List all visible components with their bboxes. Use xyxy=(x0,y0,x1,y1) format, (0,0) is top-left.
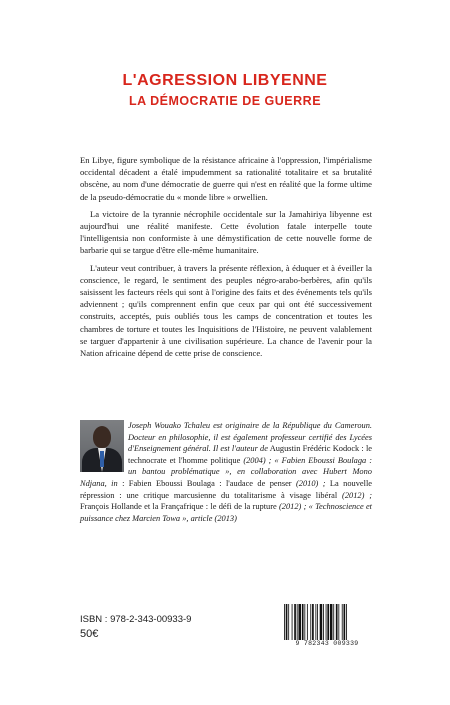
book-title: L'AGRESSION LIBYENNE xyxy=(122,72,328,89)
summary-paragraph: En Libye, figure symbolique de la résistance africaine à l'oppression, l'impérialisme occidental décadent a étalé impudemment sa rationalité totalitaire et sa brutalité obscène, au nom d'une démocratie de guerre qui n'est en réalité que la forme ultime de la pseudo-démocratie du « monde libre » orwellien. xyxy=(80,155,372,202)
bio-intro: Joseph Wouako Tchaleu est originaire de la République du Cameroun. Docteur en philosophie, il est également professeur certifié des Lycées d'Enseignement général. Il est l'auteur de xyxy=(128,421,372,454)
barcode-bar xyxy=(320,604,323,640)
bio-work-note: (2004) ; « Fabien Eboussi Boulaga : un bantou problématique », en collaboration avec Hubert Mono Ndjana, in xyxy=(80,455,372,488)
barcode-bar xyxy=(342,604,343,640)
bio-work: François Hollande et la Françafrique : le défi de la rupture xyxy=(80,502,279,512)
barcode-bar xyxy=(298,604,301,640)
bio-work-note: (2010) ; xyxy=(296,478,326,488)
barcode-bar xyxy=(333,604,334,640)
barcode-bar xyxy=(294,604,296,640)
barcode-bar xyxy=(302,604,304,640)
barcode-bar xyxy=(336,604,338,640)
barcode-bar xyxy=(307,604,308,640)
bio-work: La nouvelle répression : une critique marcusienne du totalitarisme à visage libéral xyxy=(80,478,373,500)
bio-work-note: (2012) ; xyxy=(342,490,373,500)
barcode-bar xyxy=(288,604,289,640)
barcode-bar xyxy=(292,604,293,640)
barcode-bar xyxy=(284,604,285,640)
bio-work: : Fabien Eboussi Boulaga : l'audace de penser xyxy=(117,478,296,488)
summary-paragraph: L'auteur veut contribuer, à travers la présente réflexion, à éduquer et à éveiller la conscience, le regard, le sentiment des peuples négro-arabo-berbères, afin qu'ils saisissent les facteurs réels qui sont à l'origine des faits et des événements tels qu'ils adviennent ; qu'ils comprennent enfin que ceux par qui ont été successivement construits, acceptés, puis oubliés tous les camps de concentration et toutes les chambres de torture et toutes les Inquisitions de l'Histoire, ne peuvent valablement se targuer d'appartenir à une civilisation supérieure. La chance de l'avenir pour la Nation africaine dépend de cette prise de conscience. xyxy=(80,262,372,359)
barcode-bar xyxy=(304,604,305,640)
barcode-bar xyxy=(344,604,346,640)
barcode-bar xyxy=(317,604,318,640)
barcode-bar xyxy=(286,604,288,640)
barcode-bar xyxy=(310,604,311,640)
barcode-bar xyxy=(312,604,314,640)
barcode-bar xyxy=(297,604,298,640)
price-label: 50€ xyxy=(80,628,99,640)
barcode-bar xyxy=(323,604,324,640)
barcode-bar xyxy=(327,604,329,640)
barcode-bar xyxy=(346,604,347,640)
barcode-number: 9 782343 009339 xyxy=(295,640,359,647)
barcode-bar xyxy=(326,604,327,640)
barcode-bar xyxy=(338,604,339,640)
book-subtitle: LA DÉMOCRATIE DE GUERRE xyxy=(128,94,322,108)
summary-paragraph: La victoire de la tyrannie nécrophile occidentale sur la Jamahiriya libyenne est aujourd'hui une réalité manifeste. Cette évolution fatale interpelle toute l'intelligentsia non conformiste à une démystification de cette nouvelle forme de barbarie qui se targue d'être elle-même humanitaire. xyxy=(80,208,372,256)
barcode-bar xyxy=(330,604,333,640)
barcode-bar xyxy=(315,604,316,640)
author-bio xyxy=(80,420,372,524)
barcode-icon xyxy=(282,604,372,640)
bio-work-note: (2012) ; « Technoscience et puissance chez Marcien Towa », article (2013) xyxy=(80,502,372,523)
isbn-label: ISBN : 978-2-343-00933-9 xyxy=(80,614,192,625)
bio-work: Augustin Frédéric Kodock : le technocrate et l'homme politique xyxy=(128,444,372,465)
back-cover-summary xyxy=(80,154,372,364)
